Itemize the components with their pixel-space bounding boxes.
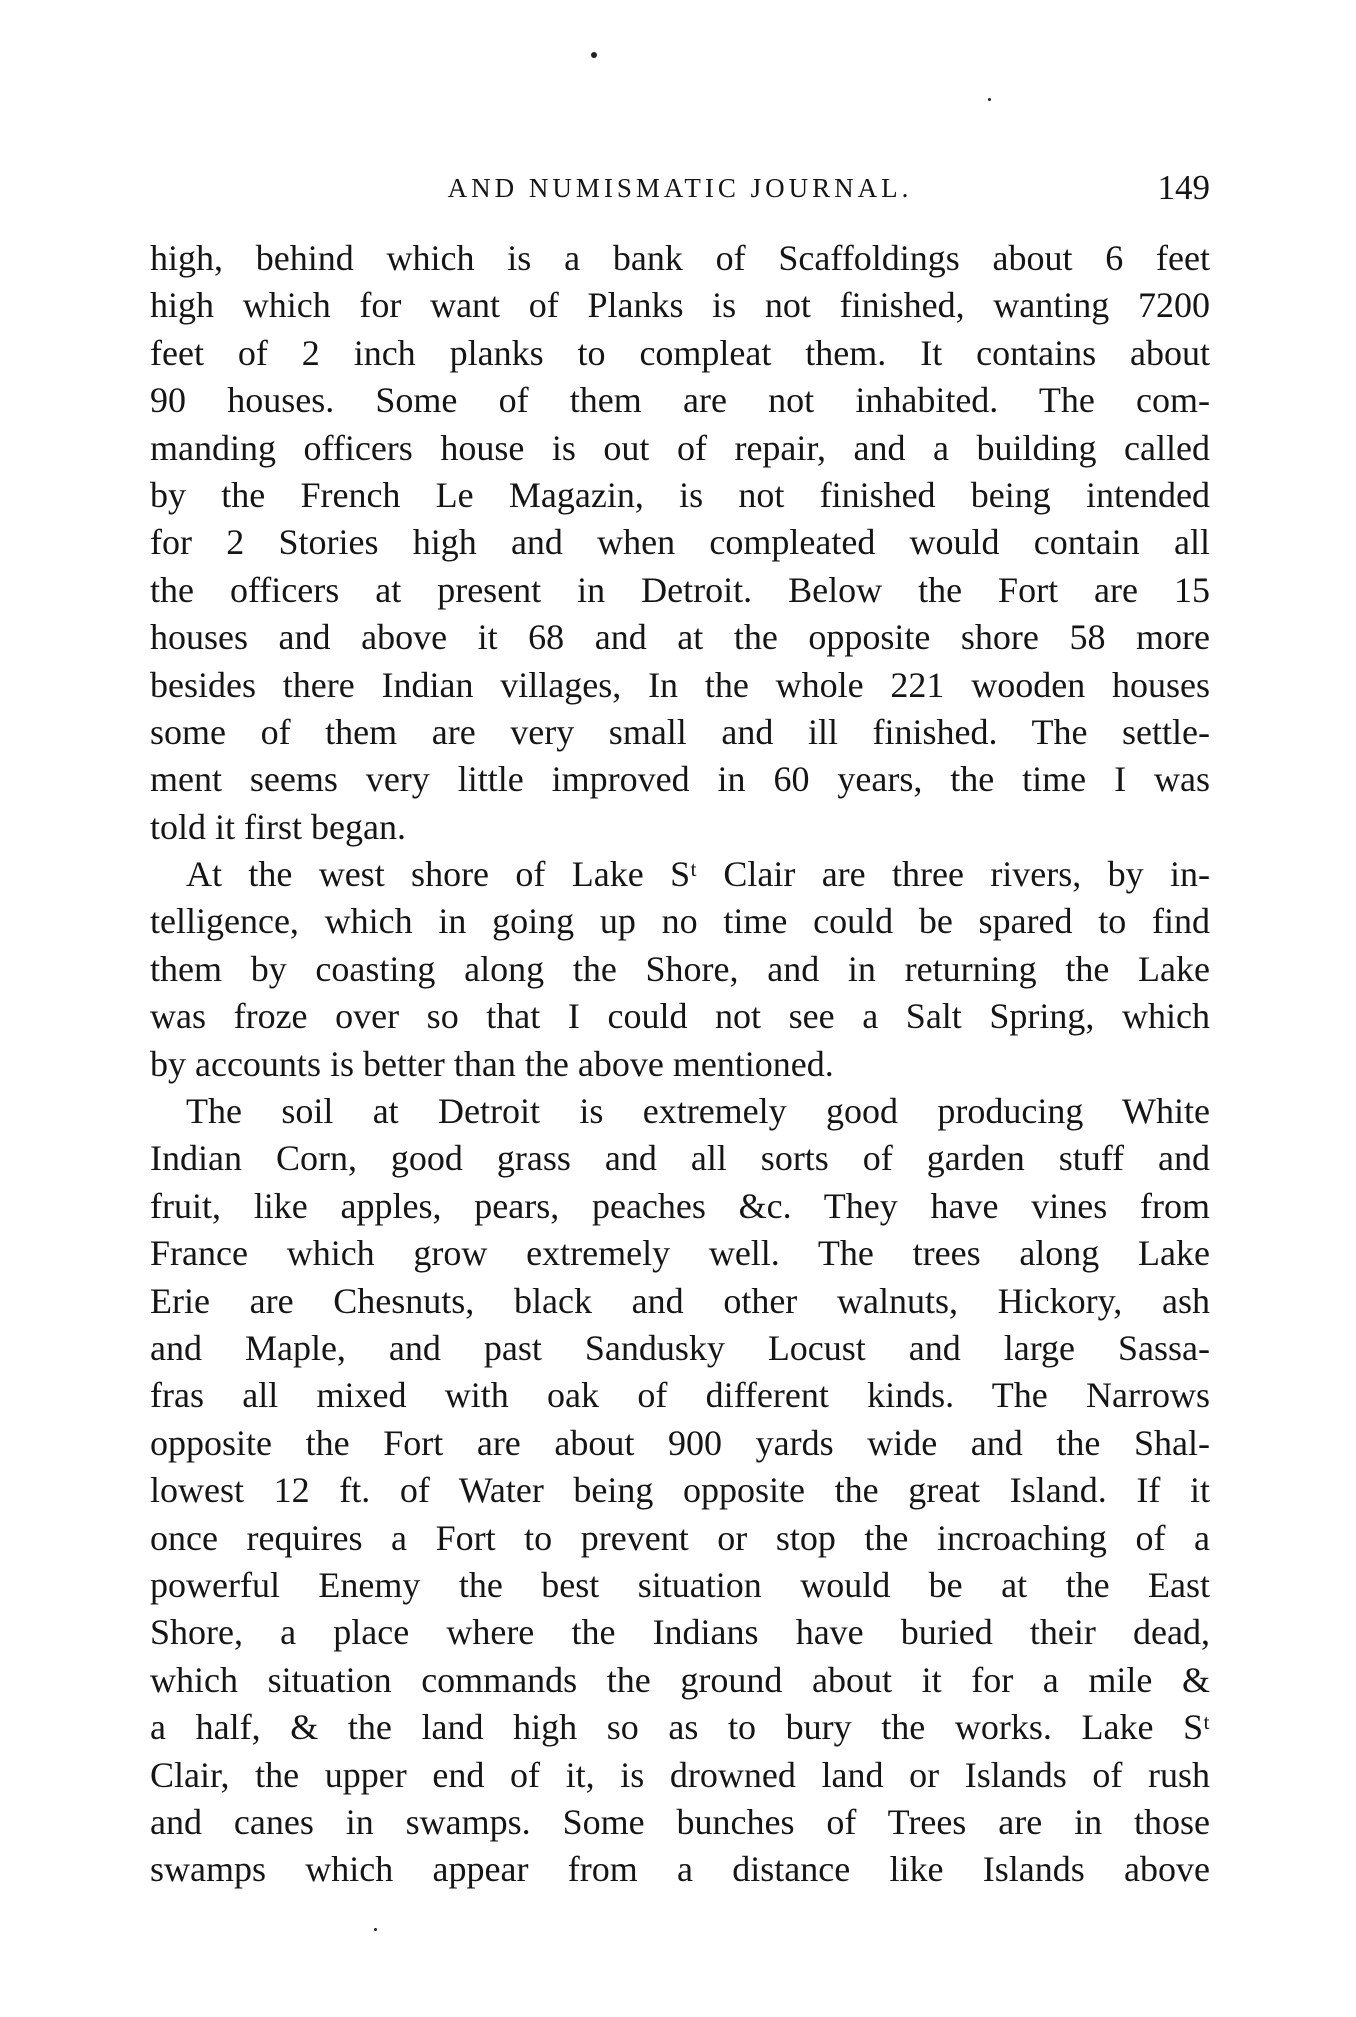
text-line: and Maple, and past Sandusky Locust and large Sassa- bbox=[150, 1327, 1210, 1368]
text-line: telligence, which in going up no time could be spared to find bbox=[150, 901, 1210, 942]
running-title: AND NUMISMATIC JOURNAL. bbox=[447, 173, 913, 203]
text-line: Shore, a place where the Indians have buried their dead, bbox=[150, 1612, 1210, 1653]
text-line: manding officers house is out of repair, and a building called bbox=[150, 427, 1210, 468]
text-line: and canes in swamps. Some bunches of Trees are in those bbox=[150, 1801, 1210, 1842]
text-line: by accounts is better than the above mentioned. bbox=[150, 1043, 834, 1084]
text-line: swamps which appear from a distance like Islands above bbox=[150, 1849, 1210, 1890]
text-line: high which for want of Planks is not finished, wanting 7200 bbox=[150, 285, 1210, 326]
text-line: opposite the Fort are about 900 yards wide and the Shal- bbox=[150, 1422, 1210, 1463]
text-line: for 2 Stories high and when compleated would contain all bbox=[150, 522, 1210, 563]
text-line: lowest 12 ft. of Water being opposite the great Island. If it bbox=[150, 1470, 1210, 1511]
text-line: 90 houses. Some of them are not inhabited. The com- bbox=[150, 380, 1210, 421]
text-line: ment seems very little improved in 60 years, the time I was bbox=[150, 759, 1210, 800]
text-line: some of them are very small and ill finished. The settle- bbox=[150, 711, 1210, 752]
text-line: a half, & the land high so as to bury the works. Lake Sᵗ bbox=[150, 1707, 1210, 1748]
text-line: by the French Le Magazin, is not finished being intended bbox=[150, 474, 1210, 515]
text-line: powerful Enemy the best situation would be at the East bbox=[150, 1564, 1210, 1605]
text-line: France which grow extremely well. The trees along Lake bbox=[150, 1233, 1210, 1274]
text-line: besides there Indian villages, In the whole 221 wooden houses bbox=[150, 664, 1210, 705]
page-number: 149 bbox=[1157, 168, 1210, 207]
print-speck bbox=[591, 52, 597, 58]
text-line: once requires a Fort to prevent or stop the incroaching of a bbox=[150, 1517, 1210, 1558]
text-line: was froze over so that I could not see a Salt Spring, which bbox=[150, 996, 1210, 1037]
text-line: the officers at present in Detroit. Below the Fort are 15 bbox=[150, 569, 1210, 610]
text-line: feet of 2 inch planks to compleat them. It contains about bbox=[150, 332, 1210, 373]
text-line: fras all mixed with oak of different kinds. The Narrows bbox=[150, 1375, 1210, 1416]
text-line: Indian Corn, good grass and all sorts of garden stuff and bbox=[150, 1138, 1210, 1179]
text-body bbox=[150, 235, 1210, 1894]
text-line: Clair, the upper end of it, is drowned land or Islands of rush bbox=[150, 1754, 1210, 1795]
print-speck bbox=[988, 98, 991, 101]
text-line: houses and above it 68 and at the opposite shore 58 more bbox=[150, 617, 1210, 658]
text-line: which situation commands the ground about it for a mile & bbox=[150, 1659, 1210, 1700]
text-line: high, behind which is a bank of Scaffoldings about 6 feet bbox=[150, 238, 1210, 278]
text-line: The soil at Detroit is extremely good producing White bbox=[186, 1091, 1210, 1132]
text-line: fruit, like apples, pears, peaches &c. They have vines from bbox=[150, 1185, 1210, 1226]
print-speck bbox=[374, 1928, 377, 1931]
text-line: them by coasting along the Shore, and in returning the Lake bbox=[150, 948, 1210, 989]
running-head bbox=[150, 165, 1210, 211]
text-line: Erie are Chesnuts, black and other walnuts, Hickory, ash bbox=[150, 1280, 1210, 1321]
text-line: told it first began. bbox=[150, 806, 406, 847]
text-line: At the west shore of Lake Sᵗ Clair are three rivers, by in- bbox=[186, 854, 1210, 895]
